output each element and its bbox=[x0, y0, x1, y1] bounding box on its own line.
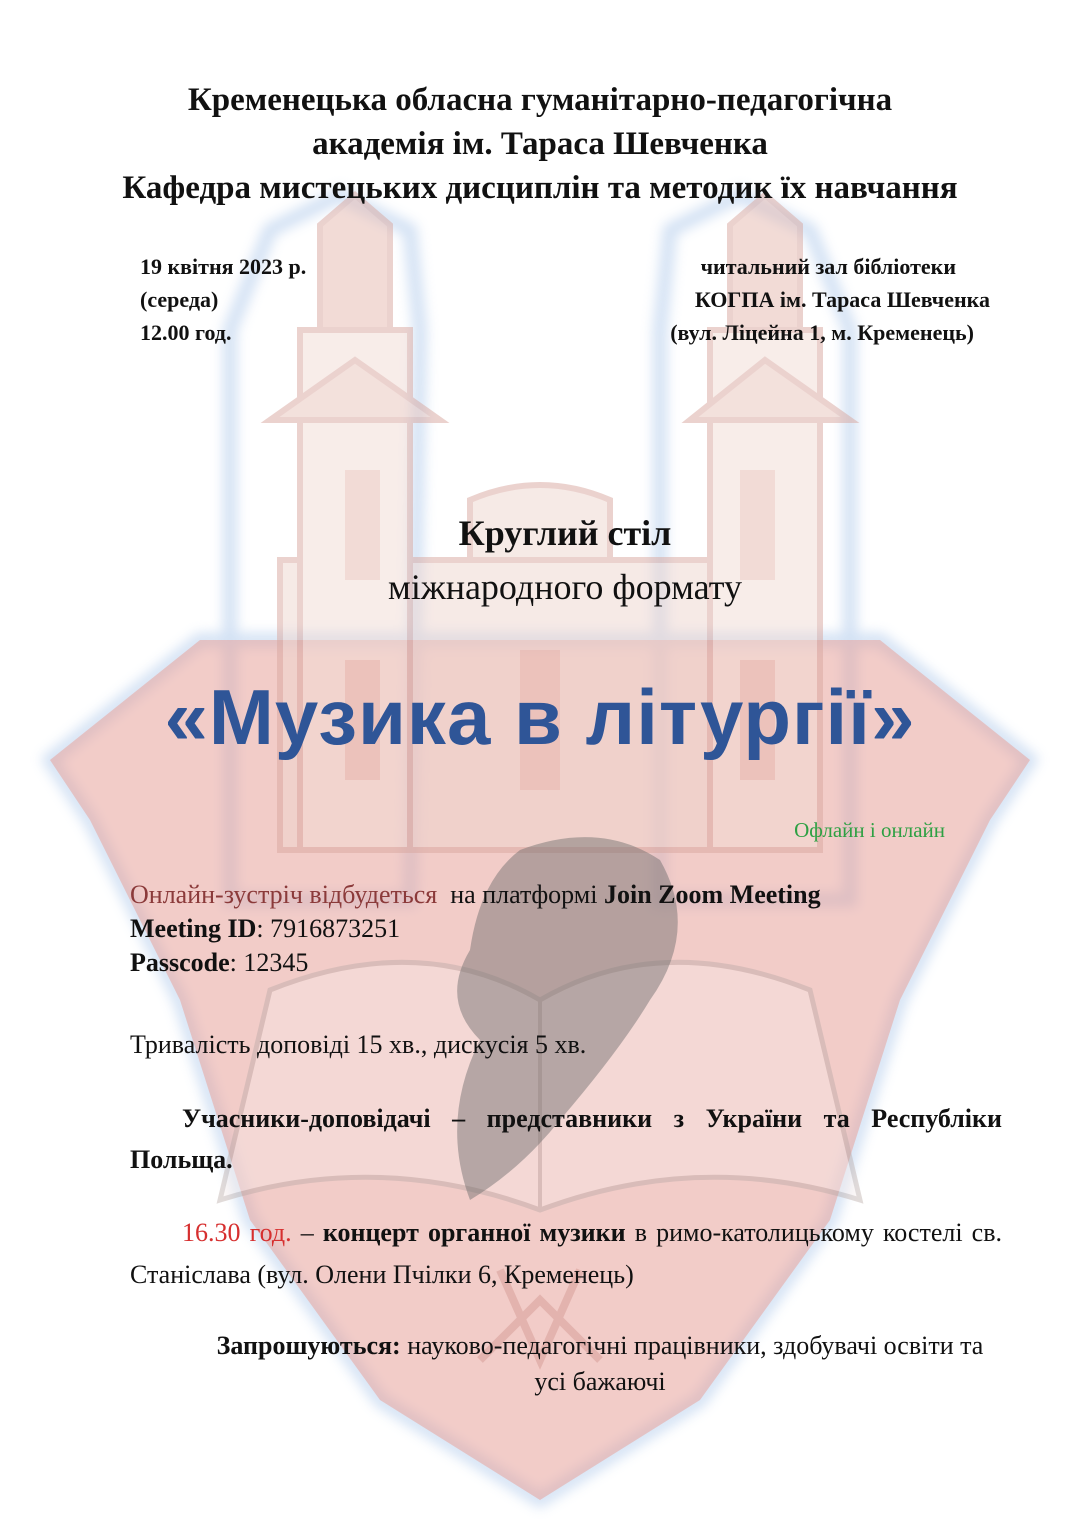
venue-line-3: (вул. Ліцейна 1, м. Кременець) bbox=[670, 320, 974, 345]
event-venue bbox=[670, 250, 990, 349]
passcode-label: Passcode bbox=[130, 948, 230, 977]
event-datetime bbox=[140, 250, 306, 349]
meeting-id-line: Meeting ID: 7916873251 bbox=[130, 914, 401, 943]
duration-text: Тривалість доповіді 15 хв., дискусія 5 хв. bbox=[130, 1030, 587, 1059]
round-table-subtitle: міжнародного формату bbox=[388, 567, 742, 607]
venue-line-2: КОГПА ім. Тараса Шевченка bbox=[694, 287, 990, 312]
event-time: 12.00 год. bbox=[140, 320, 232, 345]
speakers-text: Учасники-доповідачі – представники з України та Республіки Польща. bbox=[130, 1104, 1002, 1174]
invite-text: науково-педагогічні працівники, здобувачі освіти та усі бажаючі bbox=[407, 1331, 984, 1396]
meeting-id-label: Meeting ID bbox=[130, 914, 257, 943]
zoom-platform-line bbox=[130, 878, 1002, 912]
concert-title: концерт органної музики bbox=[322, 1218, 626, 1247]
concert-text: в римо-католицькому костелі св. Станіслава (вул. Олени Пчілки 6, Кременець) bbox=[130, 1218, 1002, 1289]
header bbox=[0, 78, 1080, 210]
format-label: Офлайн і онлайн bbox=[794, 818, 945, 842]
concert-time: 16.30 год. bbox=[182, 1218, 292, 1247]
concert-dash: – bbox=[300, 1218, 314, 1247]
zoom-platform-prefix: на платформі bbox=[450, 880, 598, 909]
header-line-3: Кафедра мистецьких дисциплін та методик їх навчання bbox=[122, 170, 958, 206]
header-line-1: Кременецька обласна гуманітарно-педагогічна bbox=[187, 82, 893, 118]
round-table-title: Круглий стіл bbox=[458, 513, 672, 553]
concert-info bbox=[130, 1212, 1002, 1296]
invitation bbox=[215, 1328, 985, 1400]
passcode-value: 12345 bbox=[243, 948, 309, 977]
invite-label: Запрошуються: bbox=[216, 1331, 401, 1360]
passcode-line: Passcode: 12345 bbox=[130, 948, 309, 977]
header-line-2: академія ім. Тараса Шевченка bbox=[312, 126, 768, 162]
zoom-info bbox=[130, 878, 1002, 980]
zoom-platform-name: Join Zoom Meeting bbox=[603, 880, 821, 909]
meeting-id-value: 7916873251 bbox=[270, 914, 401, 943]
main-title: «Музика в літургії» bbox=[164, 673, 916, 761]
event-weekday: (середа) bbox=[140, 287, 219, 312]
zoom-intro: Онлайн-зустріч відбудеться bbox=[130, 880, 438, 909]
venue-line-1: читальний зал бібліотеки bbox=[700, 254, 956, 279]
event-date: 19 квітня 2023 р. bbox=[140, 254, 307, 279]
